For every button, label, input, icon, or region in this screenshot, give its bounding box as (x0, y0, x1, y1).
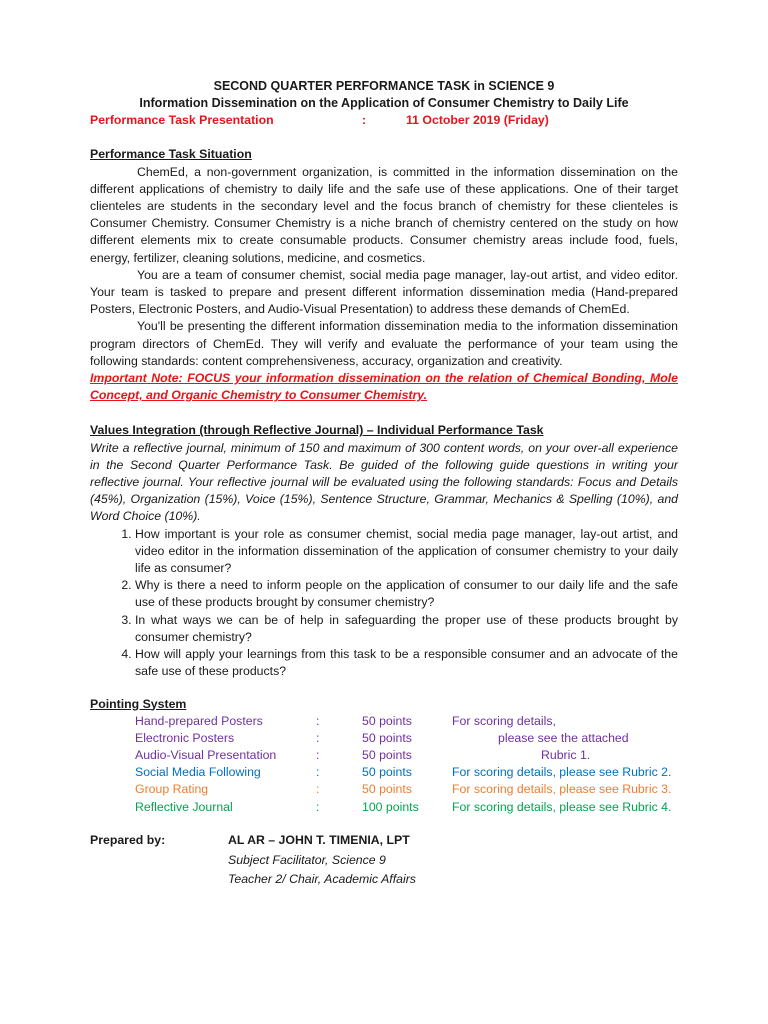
points-value: 50 points (362, 730, 412, 745)
points-item: Hand-prepared Posters (135, 713, 263, 728)
document-subtitle: Information Dissemination on the Application of Consumer Chemistry to Daily Life (139, 96, 629, 111)
points-colon: : (316, 713, 320, 728)
prepared-by-line (90, 832, 678, 852)
points-table (90, 713, 678, 816)
presentation-date: 11 October 2019 (Friday) (406, 113, 549, 128)
values-intro: Write a reflective journal, minimum of 150 and maximum of 300 content words, on your over-all experience in the Second Quarter Performance Task. Be guided of the following guide questions in writing your reflective journal. Your reflective journal will be evaluated using the following standards: Focus and Details (45%), Organization (15%), Voice (15%), Sentence Structure, Grammar, Mechanics & Spelling (10%), and Word Choice (10%). (90, 440, 678, 524)
guide-question: 4. How will apply your learnings from this task to be a responsible consumer and an advocate of the safe use of these products? (135, 646, 678, 680)
preparer-role-2-line (90, 871, 678, 890)
preparer-role-2: Teacher 2/ Chair, Academic Affairs (228, 871, 416, 886)
points-colon: : (316, 748, 320, 763)
prepared-by-label: Prepared by: (90, 832, 166, 847)
presentation-label: Performance Task Presentation (90, 113, 274, 128)
presentation-line (90, 112, 678, 130)
points-value: 50 points (362, 782, 412, 797)
presentation-colon: : (362, 113, 367, 128)
points-item: Electronic Posters (135, 730, 235, 745)
points-value: 50 points (362, 713, 412, 728)
points-colon: : (316, 765, 320, 780)
points-row (90, 764, 678, 781)
points-item: Audio-Visual Presentation (135, 748, 277, 763)
points-value: 100 points (362, 799, 419, 814)
situation-paragraph-1: ChemEd, a non-government organization, is committed in the information dissemination on the different applications of chemistry to daily life and the safe use of these applications. One of their target clienteles are students in the secondary level and the focus branch of chemistry for these clienteles is Consumer Chemistry. Consumer Chemistry is a niche branch of chemistry centered on the study on how different elements mix to create consumable products. Consumer chemistry areas include food, fuels, energy, fertilizer, cleaning solutions, medicine, and cosmetics. (90, 164, 678, 265)
points-row (90, 799, 678, 816)
points-note: please see the attached (498, 730, 629, 745)
points-note: For scoring details, please see Rubric 2. (452, 765, 672, 780)
preparer-role-1: Subject Facilitator, Science 9 (228, 852, 386, 867)
situation-paragraph-2: You are a team of consumer chemist, social media page manager, lay-out artist, and video editor. Your team is tasked to prepare and present different information dissemination media (Hand-prepared Posters, Electronic Posters, and Audio-Visual Presentation) to address these demands of ChemEd. (90, 267, 678, 317)
points-item: Reflective Journal (135, 799, 233, 814)
points-row (90, 730, 678, 747)
preparer-role-1-line (90, 852, 678, 871)
guide-questions-list (90, 526, 678, 681)
points-value: 50 points (362, 765, 412, 780)
preparer-name: AL AR – JOHN T. TIMENIA, LPT (228, 832, 410, 847)
points-item: Social Media Following (135, 765, 261, 780)
points-note: Rubric 1. (541, 748, 591, 763)
points-colon: : (316, 782, 320, 797)
guide-question: 3. In what ways we can be of help in safeguarding the proper use of these products brought by consumer chemistry? (135, 612, 678, 646)
points-note: For scoring details, please see Rubric 4. (452, 799, 672, 814)
points-colon: : (316, 730, 320, 745)
points-row (90, 781, 678, 798)
points-row (90, 747, 678, 764)
situation-heading: Performance Task Situation (90, 147, 252, 162)
points-item: Group Rating (135, 782, 209, 797)
situation-paragraph-3: You'll be presenting the different information dissemination media to the information dissemination program directors of ChemEd. They will verify and evaluate the performance of your team using the following standards: content comprehensiveness, accuracy, organization and creativity. (90, 319, 678, 368)
guide-question: 1. How important is your role as consumer chemist, social media page manager, lay-out artist, and video editor in the information dissemination of the application of consumer chemistry to your daily life as consumer? (135, 526, 678, 578)
important-note: Important Note: FOCUS your information dissemination on the relation of Chemical Bonding, Mole Concept, and Organic Chemistry to Consumer Chemistry. (90, 371, 678, 403)
points-note: For scoring details, (452, 713, 556, 728)
points-colon: : (316, 799, 320, 814)
points-note: For scoring details, please see Rubric 3. (452, 782, 672, 797)
points-row (90, 713, 678, 730)
points-value: 50 points (362, 748, 412, 763)
document-title: SECOND QUARTER PERFORMANCE TASK in SCIENCE 9 (213, 79, 555, 93)
pointing-heading: Pointing System (90, 696, 187, 711)
guide-question: 2. Why is there a need to inform people on the application of consumer to our daily life and the safe use of these products brought by consumer chemistry? (135, 577, 678, 611)
document-page (90, 78, 678, 890)
values-heading: Values Integration (through Reflective Journal) – Individual Performance Task (90, 423, 544, 438)
